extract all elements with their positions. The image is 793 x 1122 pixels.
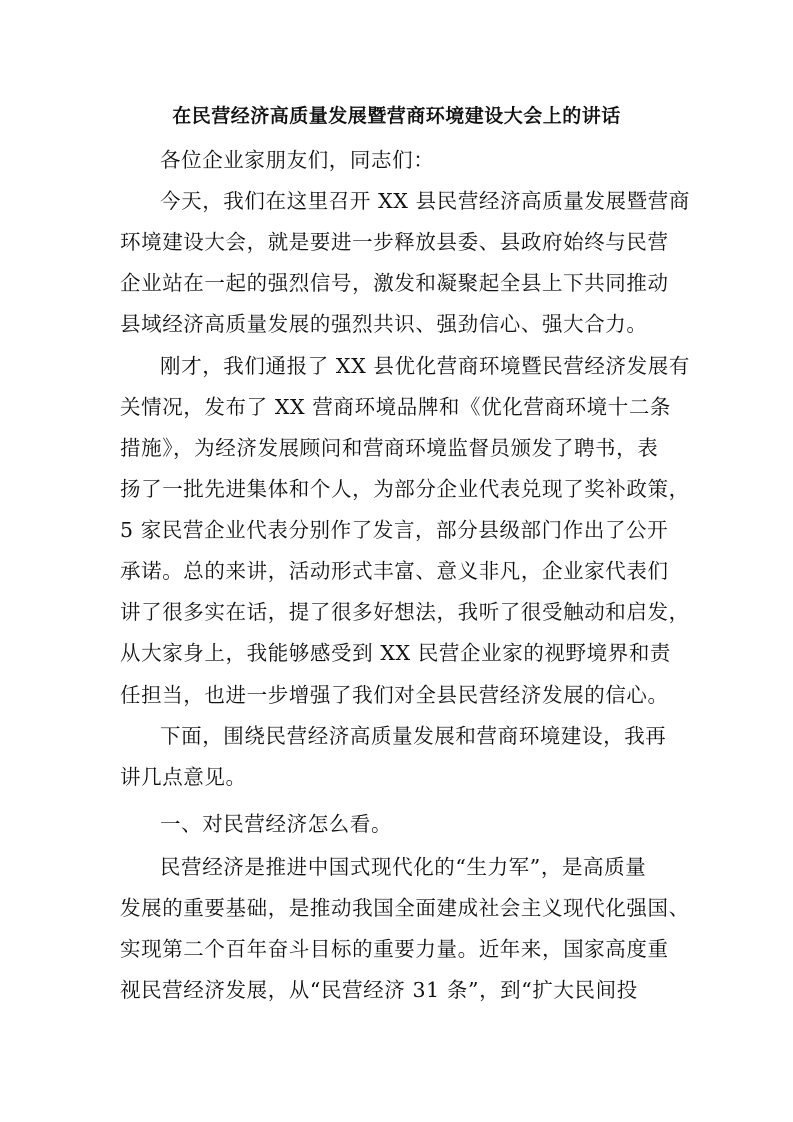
paragraph-line: 关情况，发布了 XX 营商环境品牌和《优化营商环境十二条 (120, 395, 672, 419)
paragraph-line: 发展的重要基础，是推动我国全面建成社会主义现代化强国、 (120, 896, 690, 920)
paragraph-line: 讲几点意见。 (120, 765, 247, 789)
paragraph-line: 下面，围绕民营经济高质量发展和营商环境建设，我再 (160, 724, 667, 748)
paragraph-line: 刚才，我们通报了 XX 县优化营商环境暨民营经济发展有 (160, 354, 690, 378)
paragraph-line: 承诺。总的来讲，活动形式丰富、意义非凡，企业家代表们 (120, 559, 669, 583)
paragraph-line: 5 家民营企业代表分别作了发言，部分县级部门作出了公开 (120, 518, 669, 542)
paragraph-line: 企业站在一起的强烈信号，激发和凝聚起全县上下共同推动 (120, 271, 669, 295)
paragraph-line: 环境建设大会，就是要进一步释放县委、县政府始终与民营 (120, 230, 669, 254)
paragraph-line: 今天，我们在这里召开 XX 县民营经济高质量发展暨营商 (160, 189, 690, 213)
paragraph-line: 扬了一批先进集体和个人，为部分企业代表兑现了奖补政策， (120, 477, 690, 501)
paragraph-line: 视民营经济发展，从“民营经济 31 条”，到“扩大民间投 (120, 978, 638, 1002)
document-title: 在民营经济高质量发展暨营商环境建设大会上的讲话 (172, 105, 621, 127)
paragraph-line: 从大家身上，我能够感受到 XX 民营企业家的视野境界和责 (120, 641, 672, 665)
paragraph-line: 县域经济高质量发展的强烈共识、强劲信心、强大合力。 (120, 312, 648, 336)
section-heading: 一、对民营经济怎么看。 (160, 812, 393, 836)
paragraph-line: 任担当，也进一步增强了我们对全县民营经济发展的信心。 (120, 683, 669, 707)
paragraph-line: 讲了很多实在话，提了很多好想法，我听了很受触动和启发， (120, 600, 690, 624)
paragraph-line: 民营经济是推进中国式现代化的“生力军”，是高质量 (160, 855, 647, 879)
paragraph-line: 实现第二个百年奋斗目标的重要力量。近年来，国家高度重 (120, 937, 669, 961)
paragraph-line: 措施》，为经济发展顾问和营商环境监督员颁发了聘书，表 (120, 436, 659, 460)
paragraph-line: 各位企业家朋友们，同志们： (160, 148, 435, 172)
